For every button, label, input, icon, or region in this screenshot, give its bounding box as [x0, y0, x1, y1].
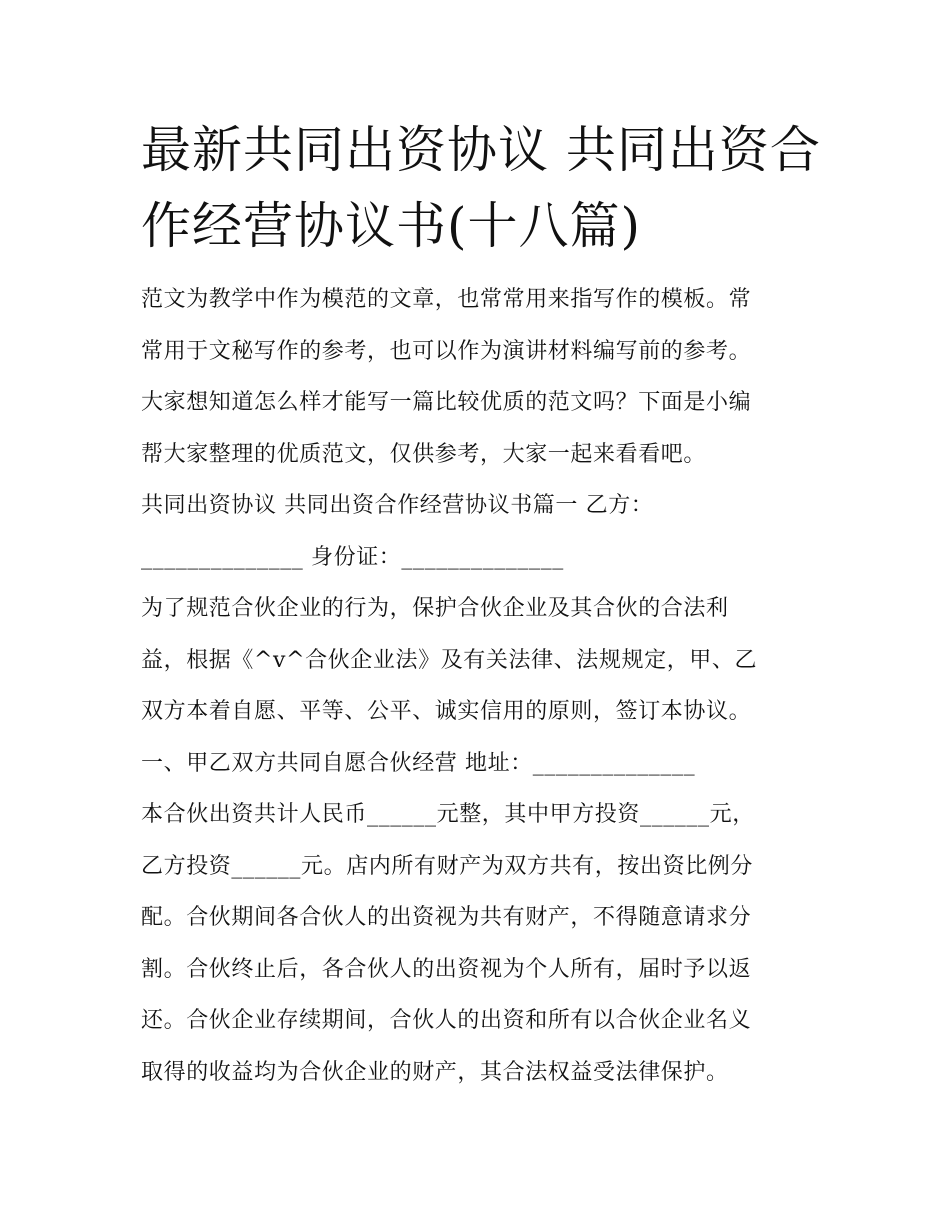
body-line: 常用于文秘写作的参考，也可以作为演讲材料编写前的参考。 [141, 338, 752, 364]
body-line: ______________ 身份证：______________ [141, 544, 564, 570]
body-line: 配。合伙期间各合伙人的出资视为共有财产，不得随意请求分 [141, 905, 752, 930]
body-line: 为了规范合伙企业的行为，保护合伙企业及其合伙的合法利 [141, 596, 729, 621]
document-body [141, 274, 831, 1098]
body-line: 范文为教学中作为模范的文章，也常常用来指写作的模板。常 [141, 287, 752, 312]
body-line: 双方本着自愿、平等、公平、诚实信用的原则，签订本协议。 [141, 699, 752, 724]
document-title [141, 112, 841, 264]
body-line: 还。合伙企业存续期间，合伙人的出资和所有以合伙企业名义 [141, 1008, 752, 1033]
body-line: 帮大家整理的优质范文，仅供参考，大家一起来看看吧。 [141, 441, 707, 467]
body-line: 共同出资协议 共同出资合作经营协议书篇一 乙方： [141, 493, 654, 518]
body-line: 割。合伙终止后，各合伙人的出资视为个人所有，届时予以返 [141, 956, 752, 982]
body-line: 一、甲乙双方共同自愿合伙经营 地址：______________ [141, 750, 696, 776]
title-line: 作经营协议书(十八篇) [141, 197, 642, 255]
body-line: 乙方投资______元。店内所有财产为双方共有，按出资比例分 [141, 853, 754, 879]
body-line: 益，根据《^v^合伙企业法》及有关法律、法规规定，甲、乙 [141, 647, 758, 673]
title-line: 最新共同出资协议 共同出资合 [141, 121, 821, 179]
body-line: 大家想知道怎么样才能写一篇比较优质的范文吗？下面是小编 [141, 390, 752, 415]
body-line: 本合伙出资共计人民币______元整，其中甲方投资______元， [141, 802, 755, 827]
body-line: 取得的收益均为合伙企业的财产，其合法权益受法律保护。 [141, 1059, 729, 1085]
